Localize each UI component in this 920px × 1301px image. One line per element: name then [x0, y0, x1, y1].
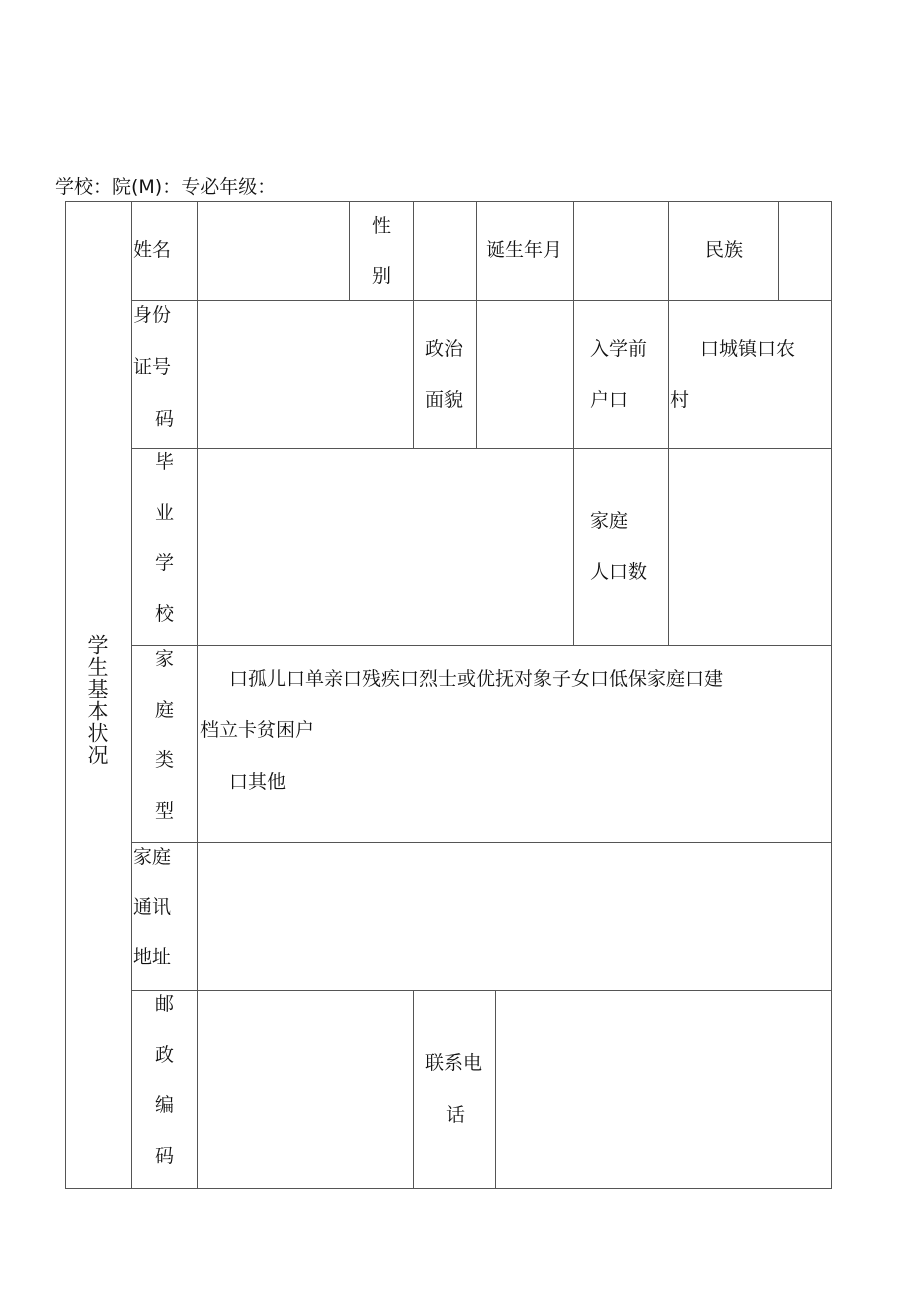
school-input[interactable] [197, 448, 574, 646]
id-label-2: 证号 [133, 356, 172, 378]
ethnicity-input[interactable] [778, 201, 832, 301]
address-label-2: 通讯 [133, 896, 172, 918]
name-input[interactable] [197, 201, 350, 301]
address-input[interactable] [197, 842, 832, 991]
family-size-label-2: 人口数 [590, 561, 648, 583]
family-size-label-1: 家庭 [590, 510, 629, 532]
postal-label-3: 编 [155, 1094, 175, 1116]
postal-label-1: 邮 [155, 993, 175, 1015]
family-type-label-2: 庭 [155, 699, 175, 721]
postal-label-2: 政 [155, 1044, 175, 1066]
ethnicity-label: 民族 [705, 239, 744, 261]
hukou-label-cell [573, 300, 669, 449]
hukou-options-cell[interactable] [668, 300, 832, 449]
political-label-1: 政治 [425, 338, 464, 360]
hukou-label-1: 入学前 [590, 338, 648, 360]
family-size-label-cell [573, 448, 669, 646]
political-label-cell [413, 300, 477, 449]
section-label: 学生基本状况 [85, 634, 109, 766]
family-type-label-1: 家 [155, 648, 175, 670]
family-type-label-4: 型 [155, 800, 175, 822]
postal-label-4: 码 [155, 1145, 175, 1167]
family-type-options-3[interactable]: 口其他 [229, 771, 287, 793]
hukou-label-2: 户口 [590, 389, 629, 411]
address-label-3: 地址 [133, 946, 172, 968]
family-type-label-3: 类 [155, 749, 175, 771]
school-label-4: 校 [155, 603, 175, 625]
id-label-3: 码 [155, 408, 175, 430]
family-type-options-1[interactable]: 口孤儿口单亲口残疾口烈士或优抚对象子女口低保家庭口建 [229, 668, 724, 690]
name-label: 姓名 [133, 239, 172, 261]
phone-label-1: 联系电 [425, 1052, 483, 1074]
address-label-1: 家庭 [133, 846, 172, 868]
id-input[interactable] [197, 300, 414, 449]
phone-label-2: 话 [446, 1104, 466, 1126]
gender-label-1: 性 [372, 215, 392, 237]
gender-label-2: 别 [372, 265, 392, 287]
school-label-3: 学 [155, 552, 175, 574]
family-type-options-2: 档立卡贫困户 [200, 719, 315, 741]
phone-label-cell [413, 990, 496, 1189]
birth-label: 诞生年月 [486, 239, 563, 261]
id-label-1: 身份 [133, 304, 172, 326]
school-label-1: 毕 [155, 451, 175, 473]
gender-input[interactable] [413, 201, 477, 301]
school-label-2: 业 [155, 502, 175, 524]
phone-input[interactable] [495, 990, 832, 1189]
birth-input[interactable] [573, 201, 669, 301]
political-label-2: 面貌 [425, 389, 464, 411]
postal-input[interactable] [197, 990, 414, 1189]
hukou-option-rural-cont: 村 [670, 389, 690, 411]
family-size-input[interactable] [668, 448, 832, 646]
political-input[interactable] [476, 300, 574, 449]
hukou-option-urban-rural[interactable]: 口城镇口农 [700, 338, 796, 360]
form-header: 学校：院(M)：专必年级： [55, 176, 277, 198]
